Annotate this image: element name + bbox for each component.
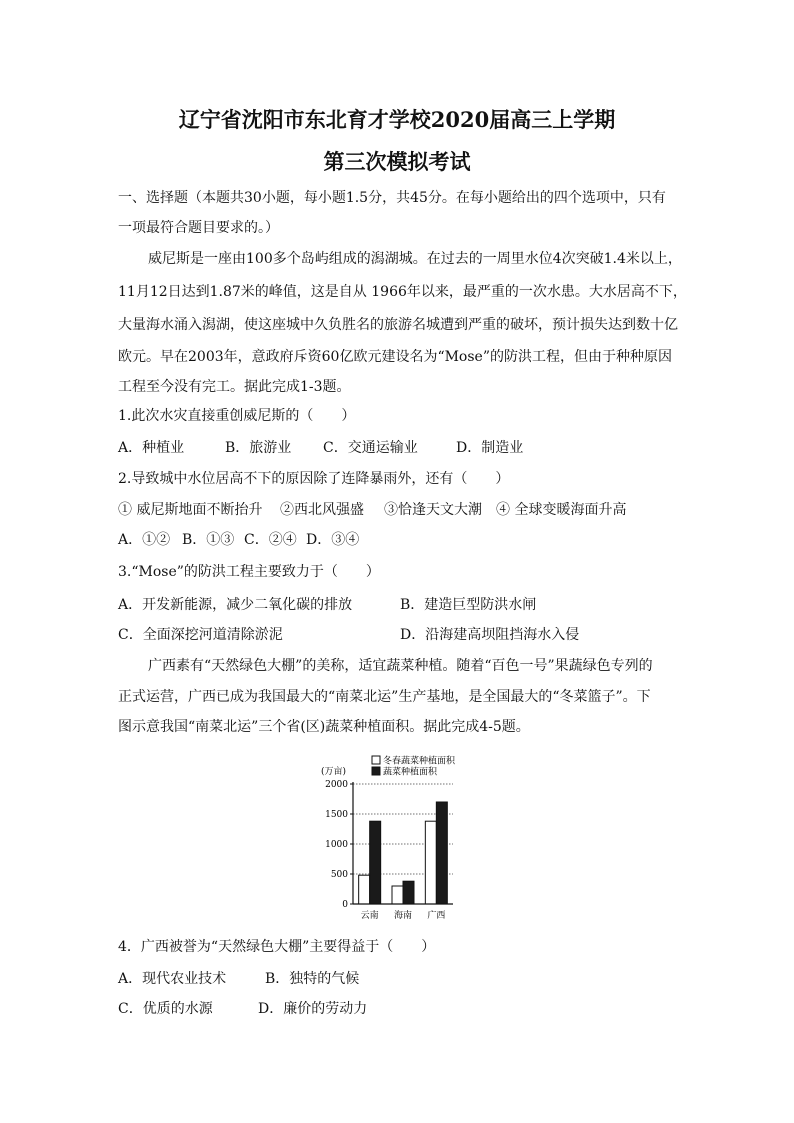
bar-winter-spring bbox=[392, 886, 403, 904]
q4-option-b: B．独特的气候 bbox=[265, 971, 360, 987]
legend-label-total: 蔬菜种植面积 bbox=[383, 767, 438, 778]
question-1-stem: 1.此次水灾直接重创威尼斯的（ ） bbox=[118, 408, 356, 424]
passage2-line: 广西素有“天然绿色大棚”的美称，适宜蔬菜种植。随着“百色一号”果蔬绿色专列的 bbox=[148, 658, 653, 674]
passage2-line: 图示意我国“南菜北运”三个省(区)蔬菜种植面积。据此完成4-5题。 bbox=[118, 719, 530, 735]
y-tick-label: 1500 bbox=[325, 810, 348, 820]
q3-option-b: B．建造巨型防洪水闸 bbox=[400, 597, 537, 613]
q2-item-2: ②西北风强盛 bbox=[280, 502, 364, 518]
legend-swatch-winter-spring bbox=[372, 756, 380, 764]
legend-label-winter-spring: 冬春蔬菜种植面积 bbox=[383, 756, 456, 767]
section-heading: 一、选择题（本题共30小题，每小题1.5分，共45分。在每小题给出的四个选项中，只有 bbox=[118, 190, 666, 206]
q1-option-a: A．种植业 bbox=[118, 440, 185, 456]
question-4-stem: 4．广西被誉为“天然绿色大棚”主要得益于（ ） bbox=[118, 939, 436, 955]
q2-item-3: ③恰逢天文大潮 bbox=[384, 502, 482, 518]
passage1-line: 大量海水涌入潟湖，使这座城中久负胜名的旅游名城遭到严重的破坏，预计损失达到数十亿 bbox=[118, 317, 678, 333]
chart-bars bbox=[359, 802, 448, 904]
passage1-line: 工程至今没有完工。据此完成1-3题。 bbox=[118, 379, 351, 395]
bar-total bbox=[370, 821, 381, 904]
passage1-line: 威尼斯是一座由100多个岛屿组成的潟湖城。在过去的一周里水位4次突破1.4米以上， bbox=[148, 251, 682, 267]
y-tick-label: 2000 bbox=[325, 780, 348, 790]
q1-option-b: B．旅游业 bbox=[225, 440, 292, 456]
q1-option-d: D．制造业 bbox=[456, 440, 524, 456]
exam-title-line2: 第三次模拟考试 bbox=[323, 149, 471, 174]
bar-winter-spring bbox=[359, 875, 370, 904]
question-2-stem: 2.导致城中水位居高不下的原因除了连降暴雨外，还有（ ） bbox=[118, 471, 510, 487]
q2-option-d: D．③④ bbox=[306, 532, 360, 548]
chart-legend bbox=[372, 755, 456, 778]
q4-option-a: A．现代农业技术 bbox=[118, 971, 227, 987]
bar-total bbox=[436, 802, 447, 904]
q1-option-c: C．交通运输业 bbox=[323, 440, 418, 456]
y-tick-label: 1000 bbox=[325, 840, 348, 850]
bar-total bbox=[403, 881, 414, 904]
q2-option-b: B．①③ bbox=[182, 532, 235, 548]
exam-title-line1: 辽宁省沈阳市东北育才学校2020届高三上学期 bbox=[178, 107, 616, 132]
q2-option-a: A．①② bbox=[118, 532, 171, 548]
category-label: 广西 bbox=[427, 911, 446, 921]
q3-option-d: D．沿海建高坝阻挡海水入侵 bbox=[400, 627, 580, 643]
category-label: 云南 bbox=[360, 911, 379, 921]
q2-item-1: ① 威尼斯地面不断抬升 bbox=[118, 502, 263, 518]
y-axis-ticks bbox=[325, 780, 353, 910]
q3-option-a: A．开发新能源，减少二氧化碳的排放 bbox=[118, 597, 353, 613]
passage2-line: 正式运营，广西已成为我国最大的“南菜北运”生产基地，是全国最大的“冬菜篮子”。下 bbox=[118, 689, 651, 705]
q2-option-c: C．②④ bbox=[244, 532, 297, 548]
q4-option-c: C．优质的水源 bbox=[118, 1001, 213, 1017]
y-axis-unit: (万亩) bbox=[321, 767, 347, 777]
q4-option-d: D．廉价的劳动力 bbox=[258, 1001, 368, 1017]
vegetable-area-bar-chart bbox=[315, 754, 485, 924]
question-3-stem: 3.“Mose”的防洪工程主要致力于（ ） bbox=[118, 564, 380, 580]
q2-item-4: ④ 全球变暖海面升高 bbox=[496, 502, 627, 518]
bar-winter-spring bbox=[425, 821, 436, 904]
passage1-line: 欧元。早在2003年，意政府斥资60亿欧元建设名为“Mose”的防洪工程，但由于种种原因 bbox=[118, 349, 672, 365]
y-tick-label: 0 bbox=[342, 900, 348, 910]
section-heading-cont: 一项最符合题目要求的。） bbox=[118, 220, 279, 236]
legend-swatch-total bbox=[372, 767, 380, 775]
y-tick-label: 500 bbox=[330, 870, 348, 880]
passage1-line: 11月12日达到1.87米的峰值，这是自从 1966年以来，最严重的一次水患。大水居高不下， bbox=[118, 284, 687, 300]
x-axis-categories bbox=[361, 909, 446, 921]
q3-option-c: C．全面深挖河道清除淤泥 bbox=[118, 627, 283, 643]
category-label: 海南 bbox=[393, 911, 413, 921]
